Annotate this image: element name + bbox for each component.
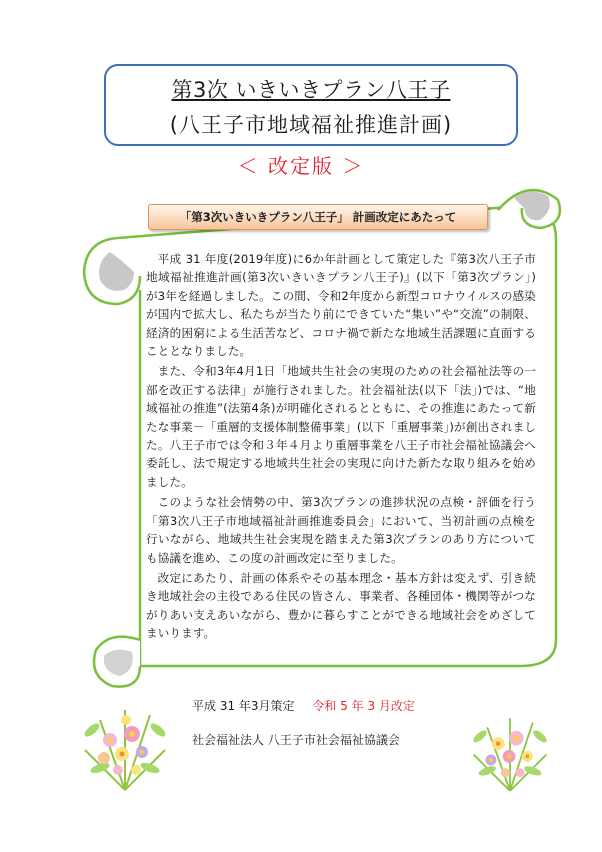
paragraph-4: 改定にあたり、計画の体系やその基本理念・基本方針は変えず、引き続き地域社会の主役である住民の皆さん、事業者、各種団体・機関等がつながりあい支えあいながら、豊かに暮らすことができる地域社会をめざしてまいります。 [146, 570, 536, 641]
revised-edition-label: ＜ 改定版 ＞ [237, 154, 365, 178]
title-line-2: (八王子市地域福祉推進計画) [169, 113, 453, 137]
organization-name: 社会福祉法人 八王子市社会福祉協議会 [192, 733, 400, 747]
paragraph-1: 平成 31 年度(2019年度)に6か年計画として策定した『第3次八王子市地域福祉推進計画(第3次いきいきプラン八王子)』(以下「第3次プラン」)が3年を経過しました。この間、令和2年度から新型コロナウイルスの感染が国内で拡大し、私たちが当たり前にできていた“集い”や“交流”の制限、経済的困窮による生活苦など、コロナ禍で新たな地域生活課題に直面することとなりました。 [146, 252, 536, 359]
paragraph-2: また、令和3年4月1日「地域共生社会の実現のための社会福祉法等の一部を改正する法律」が施行されました。社会福祉法(以下「法」)では、“地域福祉の推進”(法第4条)が明確化されるとともに、その推進にあたって新たな事業－「重層的支援体制整備事業」(以下「重層事業」)が創出されました。八王子市では令和３年４月より重層事業を八王子市社会福祉協議会へ委託し、法で規定する地域共生社会の実現に向けた新たな取り組みを始めました。 [146, 364, 536, 489]
paragraph-3: このような社会情勢の中、第3次プランの進捗状況の点検・評価を行う「第3次八王子市地域福祉計画推進委員会」において、当初計画の点検を行いながら、地域共生社会実現を踏まえた第3次プランのあり方についても協議を進め、この度の計画改定に至りました。 [146, 495, 536, 565]
flower-bouquet-left-icon [70, 690, 180, 800]
body-text [146, 250, 536, 645]
revised-date: 令和 5 年 3 月改定 [312, 699, 415, 713]
footer-dates [192, 697, 415, 714]
section-heading-ribbon: 「第3次いきいきプラン八王子」 計画改定にあたって [148, 204, 488, 230]
title-line-1: 第3次 いきいきプラン八王子 [171, 78, 451, 102]
formulated-date: 平成 31 年3月策定 [192, 699, 295, 713]
flower-bouquet-right-icon [460, 700, 560, 800]
